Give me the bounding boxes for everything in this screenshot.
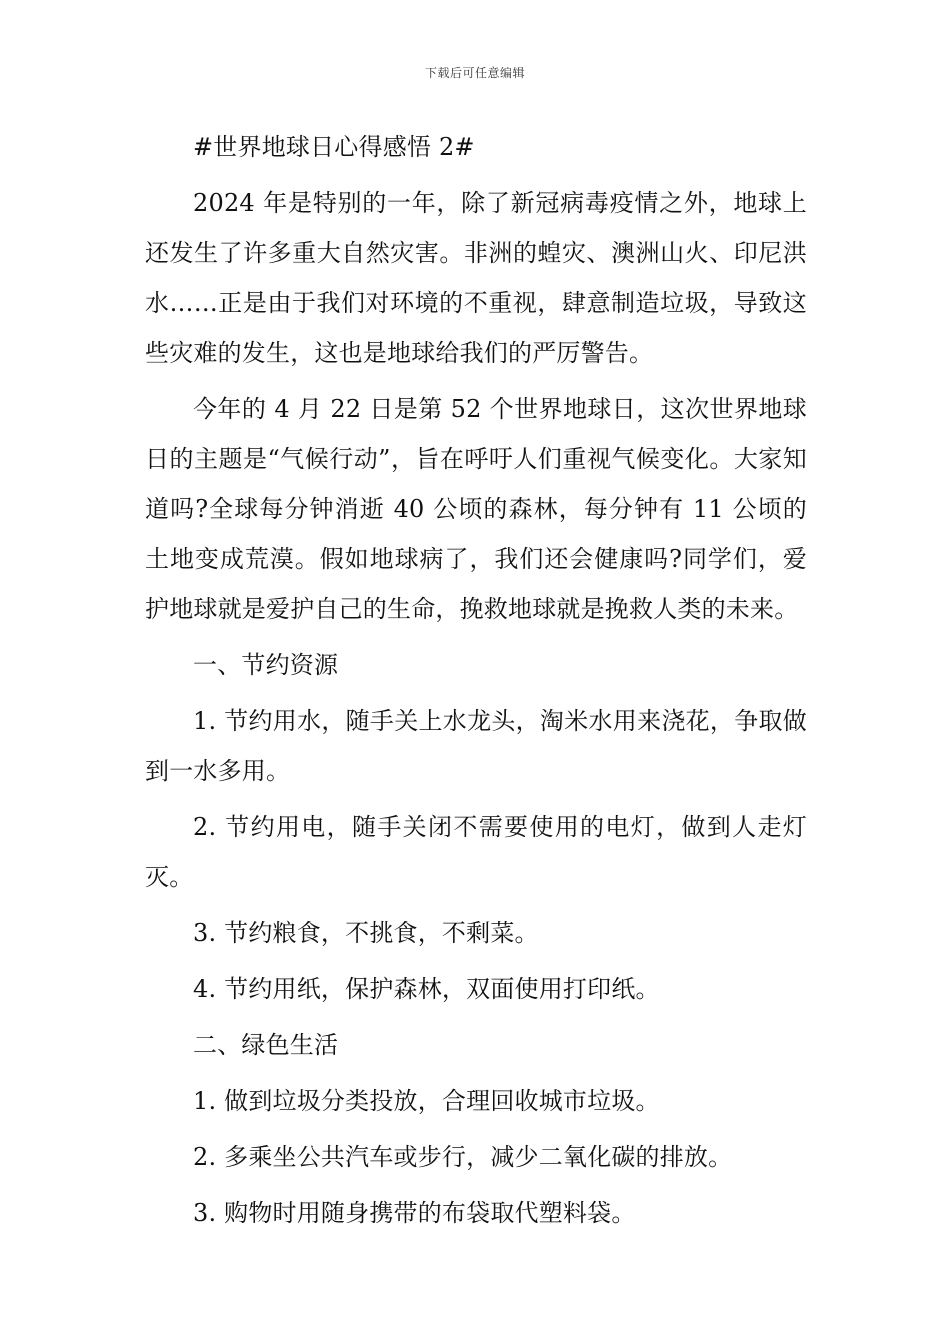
- list-item: 4. 节约用纸，保护森林，双面使用打印纸。: [193, 975, 660, 1003]
- list-item: 2. 多乘坐公共汽车或步行，减少二氧化碳的排放。: [193, 1143, 733, 1171]
- paragraph: 今年的 4 月 22 日是第 52 个世界地球日，这次世界地球日的主题是“气候行动”，旨在呼吁人们重视气候变化。大家知道吗?全球每分钟消逝 40 公顷的森林，每分钟有 11 公顷的土地变成荒漠。假如地球病了，我们还会健康吗?同学们，爱护地球就是爱护自己的生命，挽救地球就是挽救人类的未来。: [145, 395, 807, 623]
- list-item: 2. 节约用电，随手关闭不需要使用的电灯，做到人走灯灭。: [145, 813, 807, 891]
- document-body: [145, 122, 807, 1244]
- list-item: 3. 购物时用随身携带的布袋取代塑料袋。: [193, 1199, 636, 1227]
- section-heading-green-living: 二、绿色生活: [193, 1031, 339, 1059]
- page-header: 下载后可任意编辑: [424, 66, 525, 80]
- list-item: 3. 节约粮食，不挑食，不剩菜。: [193, 919, 539, 947]
- document-title: #世界地球日心得感悟 2#: [193, 133, 475, 161]
- list-item: 1. 节约用水，随手关上水龙头，淘米水用来浇花，争取做到一水多用。: [145, 707, 807, 785]
- section-heading-save-resources: 一、节约资源: [193, 651, 339, 679]
- list-item: 1. 做到垃圾分类投放，合理回收城市垃圾。: [193, 1087, 660, 1115]
- paragraph: 2024 年是特别的一年，除了新冠病毒疫情之外，地球上还发生了许多重大自然灾害。非洲的蝗灾、澳洲山火、印尼洪水……正是由于我们对环境的不重视，肆意制造垃圾，导致这些灾难的发生，这也是地球给我们的严厉警告。: [145, 189, 807, 367]
